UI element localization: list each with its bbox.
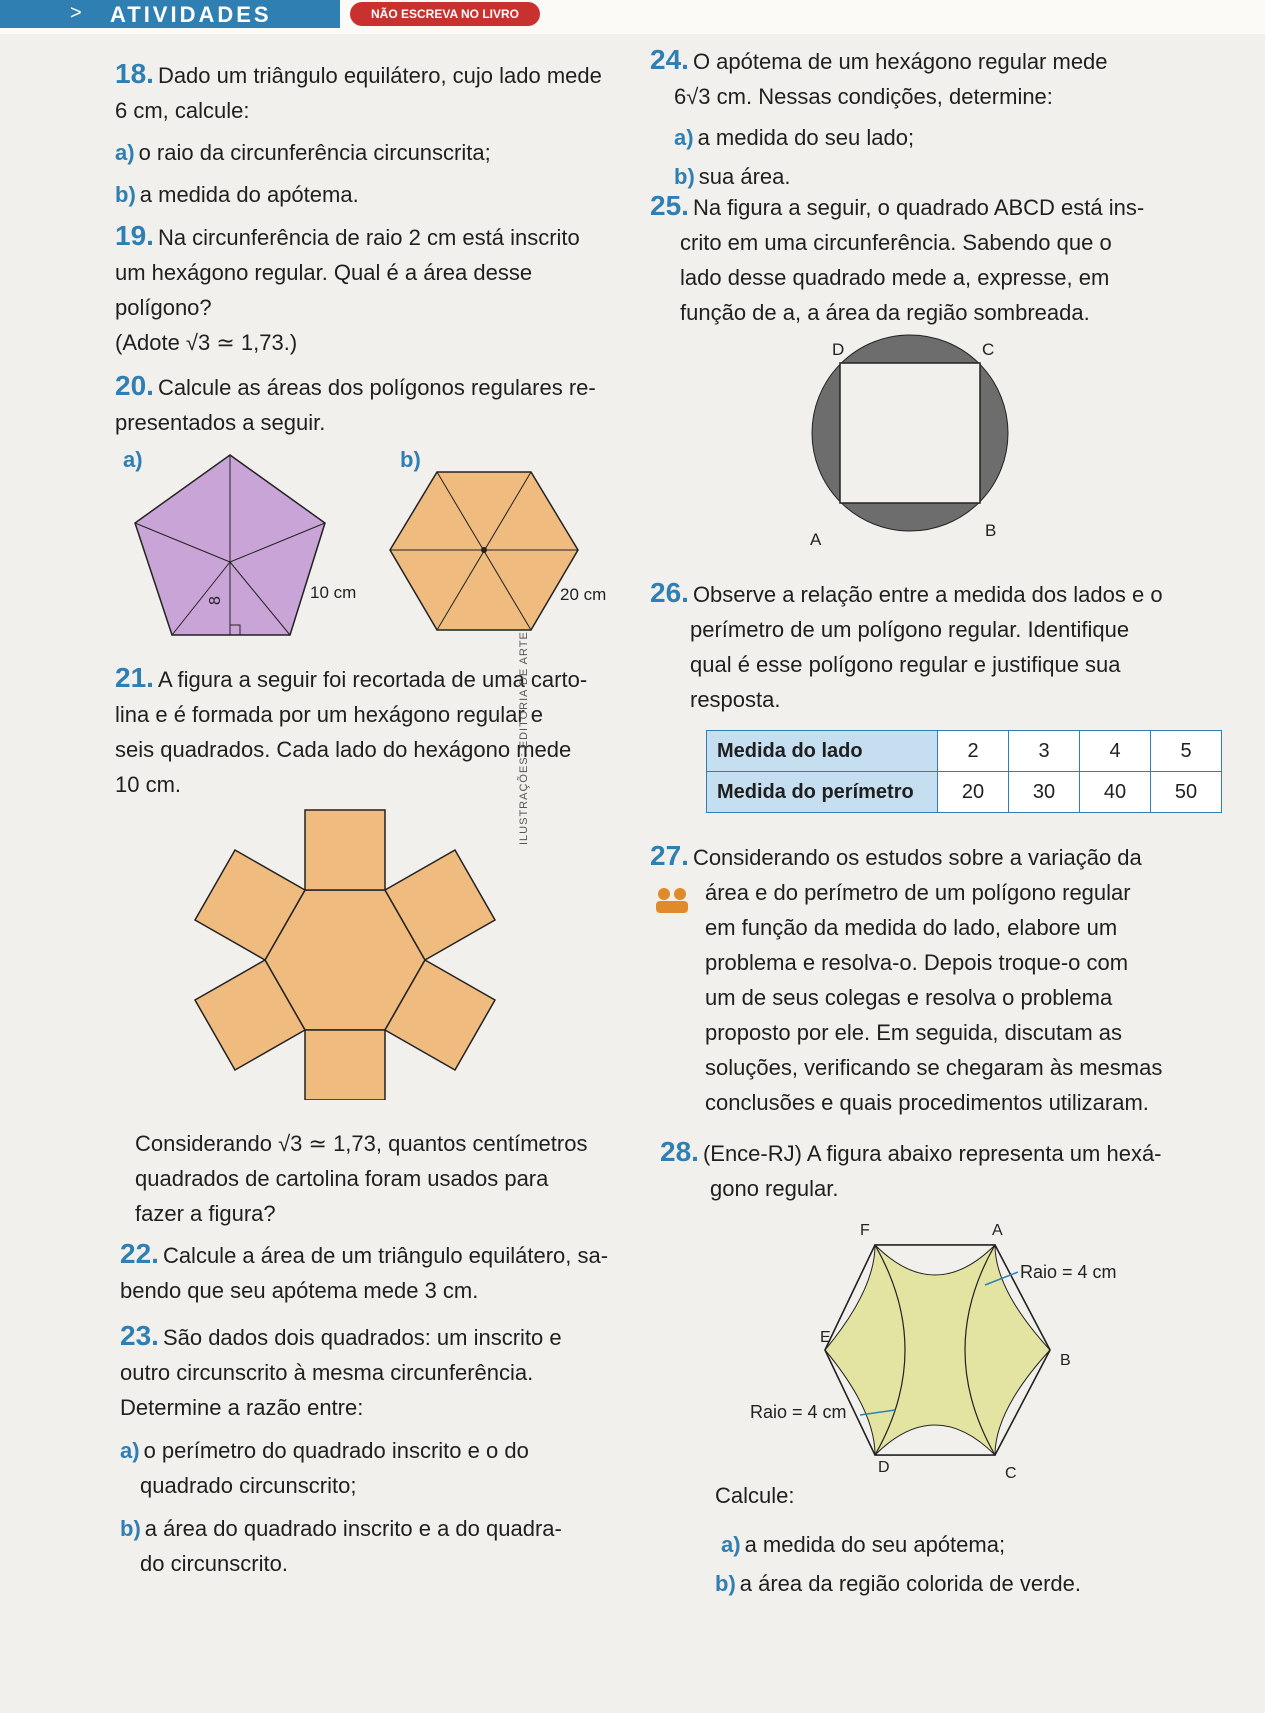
question-24: 24. O apótema de um hexágono regular mede 6√3 cm. Nessas condições, determine: a) a medida do seu lado; b) sua área. [650, 44, 1108, 189]
question-18: 18. Dado um triângulo equilátero, cujo lado mede 6 cm, calcule: a) o raio da circunferência circunscrita; b) a medida do apótema. [115, 58, 602, 207]
side-perimeter-table [706, 730, 1222, 813]
radius-label-left: Raio = 4 cm [750, 1402, 847, 1422]
question-27: 27. Considerando os estudos sobre a variação da área e do perímetro de um polígono regular em função da medida do lado, elabore um problema e resolva-o. Depois troque-o com um de seus colegas e resolva o problema proposto por ele. Em seguida, discutam as soluções, verificando se chegaram às mesmas conclusões e quais procedimentos utilizaram. [650, 840, 1163, 1115]
table-cell: 2 [938, 731, 1009, 772]
vertex-a: A [992, 1222, 1003, 1239]
question-21: 21. A figura a seguir foi recortada de uma carto- lina e é formada por um hexágono regular e seis quadrados. Cada lado do hexágono mede 10 cm. [115, 662, 588, 797]
table-cell: 5 [1151, 731, 1222, 772]
table-header-perimeter: Medida do perímetro [707, 772, 938, 813]
apothem-label: 8 [207, 596, 224, 605]
table-cell: 30 [1009, 772, 1080, 813]
vertex-c: C [1005, 1465, 1017, 1480]
figure-a-label: a) [123, 447, 143, 472]
hexagon-squares-figure [180, 800, 510, 1100]
section-title: ATIVIDADES [110, 2, 272, 27]
table-cell: 50 [1151, 772, 1222, 813]
radius-label-top: Raio = 4 cm [1020, 1262, 1117, 1282]
group-activity-icon [652, 886, 692, 916]
question-25: 25. Na figura a seguir, o quadrado ABCD está ins- crito em uma circunferência. Sabendo que o lado desse quadrado mede a, expresse, em função de a, a área da região sombreada. [650, 190, 1145, 325]
table-header-side: Medida do lado [707, 731, 938, 772]
vertex-b: B [1060, 1352, 1071, 1369]
vertex-b: B [985, 521, 997, 540]
do-not-write-badge: NÃO ESCREVA NO LIVRO [350, 2, 540, 26]
table-row [707, 731, 1222, 772]
question-26: 26. Observe a relação entre a medida dos lados e o perímetro de um polígono regular. Identifique qual é esse polígono regular e justifique sua resposta. [650, 577, 1163, 712]
table-row [707, 772, 1222, 813]
question-28: 28. (Ence-RJ) A figura abaixo representa um hexá- gono regular. [660, 1136, 1162, 1201]
figure-b-label: b) [400, 447, 421, 472]
vertex-f: F [860, 1222, 870, 1239]
vertex-e: E [820, 1329, 831, 1346]
question-21-prompt: Considerando √3 ≃ 1,73, quantos centímetros quadrados de cartolina foram usados para fazer a figura? [135, 1131, 588, 1226]
chevron-right-icon: > [70, 2, 82, 24]
section-header [0, 0, 340, 28]
table-cell: 3 [1009, 731, 1080, 772]
question-28-items: Calcule: a) a medida do seu apótema; b) a área da região colorida de verde. [715, 1483, 1081, 1596]
question-20: 20. Calcule as áreas dos polígonos regulares re- presentados a seguir. [115, 370, 596, 435]
q20-figures [120, 450, 610, 640]
pentagon-side-label: 10 cm [310, 583, 357, 602]
hexagon-figure [390, 472, 606, 630]
illustration-credit: ILUSTRAÇÕES: EDITORIA DE ARTE [518, 631, 530, 845]
question-23: 23. São dados dois quadrados: um inscrito e outro circunscrito à mesma circunferência. Determine a razão entre: a) o perímetro do quadrado inscrito e o do quadrado circunscrito; b) a área do quadrado inscrito e a do quadra- do circunscrito. [120, 1320, 562, 1576]
hexagon-arcs-figure [730, 1210, 1170, 1480]
vertex-c: C [982, 340, 995, 359]
question-22: 22. Calcule a área de um triângulo equilátero, sa- bendo que seu apótema mede 3 cm. [120, 1238, 609, 1303]
question-19: 19. Na circunferência de raio 2 cm está inscrito um hexágono regular. Qual é a área desse polígono? (Adote √3 ≃ 1,73.) [115, 220, 580, 355]
hexagon-side-label: 20 cm [560, 585, 607, 604]
vertex-d: D [832, 340, 845, 359]
square-in-circle-figure [780, 330, 1050, 560]
vertex-d: D [878, 1459, 890, 1476]
table-cell: 4 [1080, 731, 1151, 772]
table-cell: 40 [1080, 772, 1151, 813]
table-cell: 20 [938, 772, 1009, 813]
pentagon-figure [135, 455, 356, 635]
vertex-a: A [810, 530, 822, 549]
